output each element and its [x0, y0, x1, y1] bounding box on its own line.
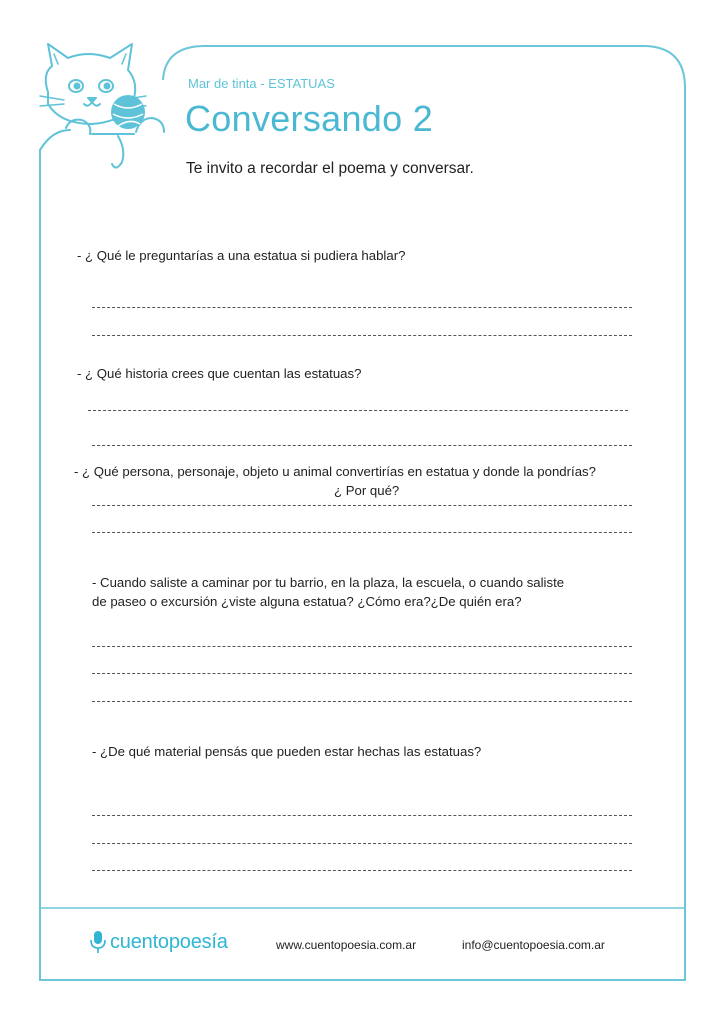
- email-link[interactable]: info@cuentopoesia.com.ar: [462, 938, 605, 952]
- answer-line[interactable]: [92, 532, 632, 533]
- question-3-continued: ¿ Por qué?: [334, 483, 400, 498]
- question-1: - ¿ Qué le preguntarías a una estatua si pudiera hablar?: [77, 248, 406, 263]
- answer-line[interactable]: [92, 307, 632, 308]
- question-3: - ¿ Qué persona, personaje, objeto u animal convertirías en estatua y donde la pondrías?: [74, 464, 596, 479]
- question-4-continued: de paseo o excursión ¿viste alguna estatua? ¿Cómo era?¿De quién era?: [92, 594, 522, 609]
- question-4: - Cuando saliste a caminar por tu barrio, en la plaza, la escuela, o cuando saliste: [92, 575, 565, 590]
- question-5: - ¿De qué material pensás que pueden estar hechas las estatuas?: [92, 744, 482, 759]
- intro-text: Te invito a recordar el poema y conversar.: [186, 160, 474, 177]
- answer-line[interactable]: [92, 505, 632, 506]
- answer-line[interactable]: [88, 410, 628, 411]
- question-2: - ¿ Qué historia crees que cuentan las estatuas?: [77, 366, 362, 381]
- page-title: Conversando 2: [185, 98, 434, 139]
- website-link[interactable]: www.cuentopoesia.com.ar: [276, 938, 417, 952]
- answer-line[interactable]: [92, 445, 632, 446]
- answer-line[interactable]: [92, 646, 632, 647]
- logo-text: cuentopoesía: [110, 930, 228, 953]
- answer-line[interactable]: [92, 870, 632, 871]
- answer-line[interactable]: [92, 701, 632, 702]
- footer-logo[interactable]: [90, 930, 228, 954]
- answer-line[interactable]: [92, 815, 632, 816]
- worksheet-subtitle: Mar de tinta - ESTATUAS: [188, 76, 335, 91]
- answer-line[interactable]: [92, 335, 632, 336]
- frame-border: [40, 46, 685, 980]
- answer-line[interactable]: [92, 843, 632, 844]
- cat-illustration: [40, 44, 164, 168]
- microphone-icon: [90, 930, 106, 954]
- yarn-ball-icon: [111, 95, 145, 129]
- answer-line[interactable]: [92, 673, 632, 674]
